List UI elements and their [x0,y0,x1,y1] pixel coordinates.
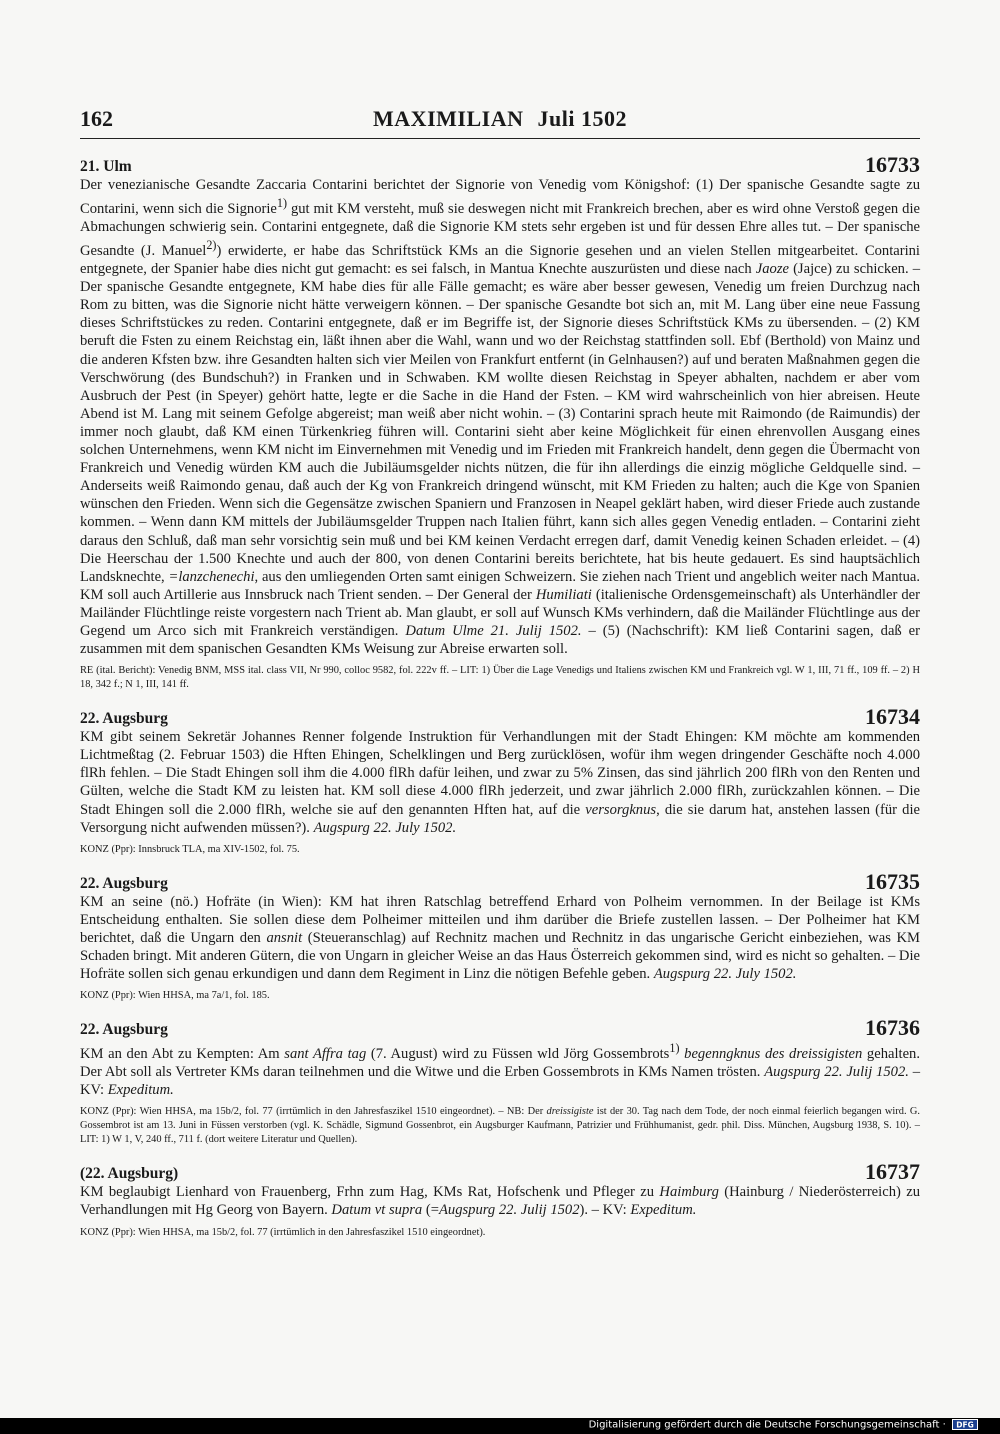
page-header [80,106,920,139]
entry-source-note: KONZ (Ppr): Wien HHSA, ma 15b/2, fol. 77 (irrtümlich in den Jahresfaszikel 1510 eingeordnet). [80,1226,486,1238]
entry-heading [80,1017,920,1039]
footer-credit-text: Digitalisierung gefördert durch die Deutsche Forschungsgemeinschaft · [588,1419,946,1431]
entry-heading [80,154,920,176]
entry-date-place: 22. Augsburg [80,710,168,728]
entry-body-text: KM an den Abt zu Kempten: Am sant Affra tag (7. August) wird zu Füssen wld Jörg Gossembrots$^{1)}$ begenngknus des dreissigisten gehalten. Der Abt soll als Vertreter KMs daran teilnehmen und die Witwe und die Erben Gossembrots in KMs Namen trösten. Augspurg 22. Julij 1502. – KV: Expeditum. [80,1041,921,1099]
entry-number: 16735 [865,868,920,894]
entry-heading [80,1161,920,1183]
entry-number: 16733 [865,152,920,177]
regest-entry [80,706,920,857]
entry-date-place: 22. Augsburg [80,1021,168,1039]
entry-body-text: Der venezianische Gesandte Zaccaria Contarini berichtet der Signorie von Venedig vom Königshof: (1) Der spanische Gesandte sagte zu Contarini, wenn sich die Signorie$^{1)}$ gut mit KM versteht, muß sie deswegen nicht mit Frankreich brechen, aber es wird ohne Verstoß gegen die Abmachungen schwierig sein. Contarini entgegnete, daß die Signorie KM stets sehr ergeben ist und für dessen Ehre alles tut. – Der spanische Gesandte (J. Manuel$^{2)}$) erwiderte, er habe das Schriftstück KMs an die Signorie gesehen und an vielen Stellen mitgearbeitet. Contarini entgegnete, der Spanier habe dies nicht gut gemacht: es sei falsch, in Mantua Knechte auszurüsten und diese nach Jaoze (Jajce) zu schicken. – Der spanische Gesandte entgegnete, KM habe dies für alle Fälle gemacht; es wäre aber besser gewesen, Venedig um freien Durchzug nach Rom zu bitten, was die Signorie nicht hätte verweigern können. – Der spanische Gesandte bot sich an, mit M. Lang über eine neue Fassung dieses Schriftstückes zu reden. Contarini entgegnete, daß er im Begriffe ist, der Signorie dieses Schriftstück KMs zu übersenden. – (2) KM beruft die Fsten zu einem Reichstag ein, läßt ihnen aber die Wahl, wann und wo der Reichstag stattfinden soll. Ebf (Berthold) von Mainz und die anderen Kfsten bzw. ihre Gesandten halten sich vier Meilen von Frankfurt entfernt (in Gelnhausen?) auf und beraten Maßnahmen gegen die Verschwörung (des Bundschuh?) in Franken und in Schwaben. KM wollte diesen Reichstag in Speyer abhalten, nachdem er aber vom Ausbruch der Pest (in Speyer) gehört hatte, legte er die Sache in die Hand der Fsten. – KM wird wahrscheinlich von hier abreisen. Heute Abend ist M. Lang mit seinem Gefolge abgereist; man weiß aber nicht wohin. – (3) Contarini sprach heute mit Raimondo (de Raimundis) der immer noch glaubt, daß KM einen Türkenkrieg führen will. Contarini sieht aber keine Möglichkeit für einen ehrenvollen Ausgang eines solchen Unternehmens, wenn KM nicht im Einvernehmen mit Venedig und im Frieden mit Frankreich handelt, denn gegen die Übermacht von Frankreich und Venedig würden KM auch die Jubiläumsgelder nichts nützen, die für ihn allerdings die einzig mögliche Geldquelle sind. – Anderseits weiß Raimondo genau, daß auch der Kg von Frankreich dringend wünscht, mit KM Frieden zu halten; auch die Kge von Spanien wünschen den Frieden. Wenn sich die Gegensätze zwischen Spaniern und Franzosen in Neapel geklärt haben, wird dieser Friede auch zustande kommen. – Wenn dann KM mittels der Jubiläumsgelder Truppen nach Italien führt, kann sich alles gegen Venedig entladen. – Contarini zieht daraus den Schluß, daß man sehr vorsichtig sein muß und bei KM keinen Verdacht erregen darf, damit Venedig keinen Schaden erleidet. – (4) Die Heerschau der 1.500 Knechte und auch der 800, von denen Contarini bereits berichtete, hat bis heute gedauert. Es sind hauptsächlich Landsknechte, =lanzchenechi, aus den umliegenden Orten samt einigen Schweizern. Sie ziehen nach Trient und angeblich weiter nach Mantua. KM soll auch Artillerie aus Innsbruck nach Trient senden. – Der General der Humiliati (italienische Ordensgemeinschaft) als Unterhändler der Mailänder Flüchtlinge reiste vorgestern nach Trient ab. Man glaubt, er soll auf Wunsch KMs verhindern, daß die Mailänder Flüchtlinge aus der Gegend um Arco sich mit Frankreich verständigen. Datum Ulme 21. Julij 1502. – (5) (Nachschrift): KM ließ Contarini sagen, daß er zusammen mit dem spanischen Gesandten KMs Weisung zur Abreise erwarten soll. [80,177,921,658]
regest-entry [80,1017,920,1147]
entry-date-place: (22. Augsburg) [80,1165,179,1183]
regest-entry [80,868,920,1003]
regest-entry [80,154,920,692]
entry-source-note: RE (ital. Bericht): Venedig BNM, MSS ital. class VII, Nr 990, colloc 9582, fol. 222v ff. – LIT: 1) Über die Lage Venedigs und Italiens zwischen KM und Frankreich vgl. W 1, III, 71 ff., 109 ff. – 2) H 18, 342 f.; N 1, III, 141 ff. [80,665,920,691]
entry-source-note: KONZ (Ppr): Wien HHSA, ma 15b/2, fol. 77 (irrtümlich in den Jahresfaszikel 1510 eingeordnet). – NB: Der dreissigiste ist der 30. Tag nach dem Tode, der noch einmal feierlich begangen wird. G. Gossembrot ist am 13. Juni in Füssen verstorben (vgl. K. Schädle, Sigmund Gossenbrot, ein Augsburger Kaufmann, Patrizier und Frühhumanist, gedr. phil. Diss. München, Augsburg 1938, S. 10). – LIT: 1) W 1, V, 240 ff., 711 f. (dort weitere Literatur und Quellen). [80,1106,920,1146]
footer-bar [0,1418,1000,1434]
entry-date-place: 21. Ulm [80,158,132,175]
regesta-list [80,154,920,1254]
dfg-logo-icon [952,1419,978,1430]
running-head [80,106,920,132]
entry-number: 16737 [865,1159,920,1185]
entry-heading [80,868,920,894]
entry-number: 16734 [865,704,920,730]
running-head-date: Juli 1502 [537,106,627,131]
entry-number: 16736 [865,1015,920,1041]
footer-credit [589,1419,978,1431]
running-head-title: MAXIMILIAN [373,106,524,131]
entry-body-text: KM gibt seinem Sekretär Johannes Renner folgende Instruktion für Verhandlungen mit der Stadt Ehingen: KM möchte am kommenden Lichtmeßtag (2. Februar 1503) die Hften Ehingen, Schelklingen und Berg zurücklösen, wofür ihm wegen dringender Geschäfte noch 4.000 flRh fehlen. – Die Stadt Ehingen soll ihm die 4.000 flRh dafür leihen, und zwar zu 5% Zinsen, das sind jährlich 200 flRh von den Renten und Gülten, welche die Stadt KM zu leisten hat. KM soll diese 4.000 flRh jederzeit, und zwar jährlich 2.000 flRh, zurückzahlen können. – Die Stadt Ehingen soll die 2.000 flRh, welche sie auf den genannten Hften hat, auf die versorgknus, die sie darum hat, anstehen lassen (für die Versorgung nicht aufwenden müssen?). Augspurg 22. July 1502. [80,729,920,836]
page-number: 162 [80,106,113,131]
svg-text:DFG: DFG [956,1420,974,1430]
entry-body-text: KM an seine (nö.) Hofräte (in Wien): KM hat ihren Ratschlag betreffend Erhard von Polheim vernommen. In der Beilage ist KMs Entscheidung enthalten. Sie sollen diese dem Polheimer mitteilen und ihm darüber die Briefe zustellen lassen. – Der Polheimer hat KM berichtet, daß die Ungarn den ansnit (Steueranschlag) auf Rechnitz machen und Rechnitz in das ungarische Gericht einbeziehen, was KM Schaden bringt. Mit anderen Gütern, die von Ungarn in gleicher Weise an das Haus Österreich gekommen sind, wird es nicht so gehalten. – Die Hofräte sollen sich genau erkundigen und dann dem Regiment in Linz die nötigen Befehle geben. Augspurg 22. July 1502. [80,893,920,983]
entry-source-note: KONZ (Ppr): Wien HHSA, ma 7a/1, fol. 185. [80,990,270,1002]
regest-entry [80,1161,920,1239]
entry-heading [80,706,920,728]
entry-source-note: KONZ (Ppr): Innsbruck TLA, ma XIV-1502, fol. 75. [80,843,300,855]
entry-date-place: 22. Augsburg [80,874,168,892]
entry-body-text: KM beglaubigt Lienhard von Frauenberg, Frhn zum Hag, KMs Rat, Hofschenk und Pfleger zu Haimburg (Hainburg / Niederösterreich) zu Verhandlungen mit Hg Georg von Bayern. Datum vt supra (=Augspurg 22. Julij 1502). – KV: Expeditum. [80,1184,920,1219]
